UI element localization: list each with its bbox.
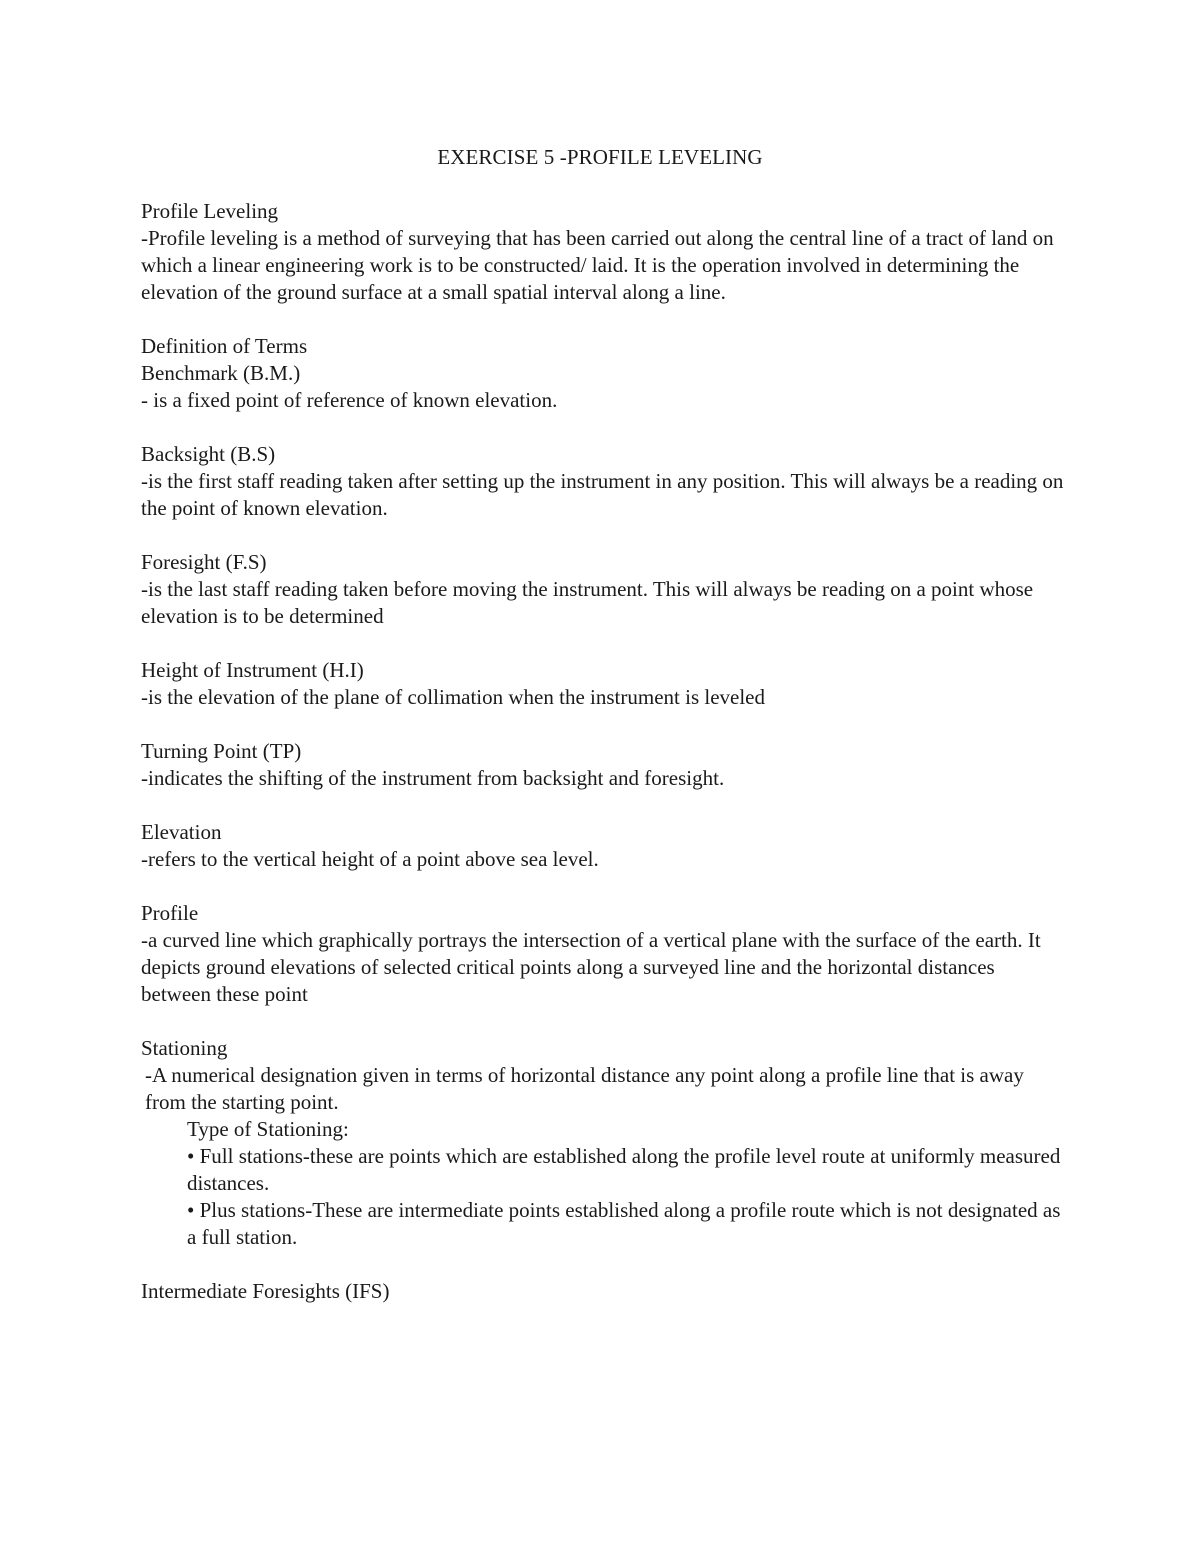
section-elevation <box>141 819 1066 873</box>
section-definition-of-terms <box>141 333 1066 414</box>
profile-definition: -a curved line which graphically portrays the intersection of a vertical plane with the surface of the earth. It depicts ground elevations of selected critical points along a surveyed line and the horizontal distances between these point <box>141 928 1041 1006</box>
height-of-instrument-term: Height of Instrument (H.I) <box>141 658 364 682</box>
section-stationing <box>141 1035 1066 1251</box>
section-backsight <box>141 441 1066 522</box>
benchmark-term: Benchmark (B.M.) <box>141 361 301 385</box>
backsight-definition: -is the first staff reading taken after setting up the instrument in any position. This will always be a reading on the point of known elevation. <box>141 469 1064 520</box>
section-foresight <box>141 549 1066 630</box>
backsight-term: Backsight (B.S) <box>141 442 276 466</box>
elevation-definition: -refers to the vertical height of a point above sea level. <box>141 847 599 871</box>
section-height-of-instrument <box>141 657 1066 711</box>
turning-point-definition: -indicates the shifting of the instrument from backsight and foresight. <box>141 766 725 790</box>
elevation-term: Elevation <box>141 820 222 844</box>
intermediate-foresights-term: Intermediate Foresights (IFS) <box>141 1279 390 1303</box>
benchmark-definition: - is a fixed point of reference of known elevation. <box>141 388 558 412</box>
profile-term: Profile <box>141 901 199 925</box>
full-stations-item: • Full stations-these are points which are established along the profile level route at uniformly measured distances. <box>187 1144 1061 1195</box>
section-turning-point <box>141 738 1066 792</box>
section-profile <box>141 900 1066 1008</box>
turning-point-term: Turning Point (TP) <box>141 739 302 763</box>
type-of-stationing-heading: Type of Stationing: <box>187 1117 349 1141</box>
section-profile-leveling <box>141 198 1066 306</box>
section-intermediate-foresights <box>141 1278 1066 1305</box>
definition-of-terms-heading: Definition of Terms <box>141 334 308 358</box>
height-of-instrument-definition: -is the elevation of the plane of collimation when the instrument is leveled <box>141 685 765 709</box>
profile-leveling-heading: Profile Leveling <box>141 199 279 223</box>
plus-stations-item: • Plus stations-These are intermediate points established along a profile route which is not designated as a full station. <box>187 1198 1061 1249</box>
foresight-definition: -is the last staff reading taken before moving the instrument. This will always be reading on a point whose elevation is to be determined <box>141 577 1034 628</box>
profile-leveling-body: -Profile leveling is a method of surveying that has been carried out along the central line of a tract of land on which a linear engineering work is to be constructed/ laid. It is the operation involved in determining the elevation of the ground surface at a small spatial interval along a line. <box>141 226 1054 304</box>
document-body <box>141 198 1066 1332</box>
foresight-term: Foresight (F.S) <box>141 550 267 574</box>
document-title: EXERCISE 5 -PROFILE LEVELING <box>437 145 763 169</box>
stationing-term: Stationing <box>141 1036 228 1060</box>
stationing-definition: -A numerical designation given in terms of horizontal distance any point along a profile line that is away from the starting point. <box>145 1063 1024 1114</box>
